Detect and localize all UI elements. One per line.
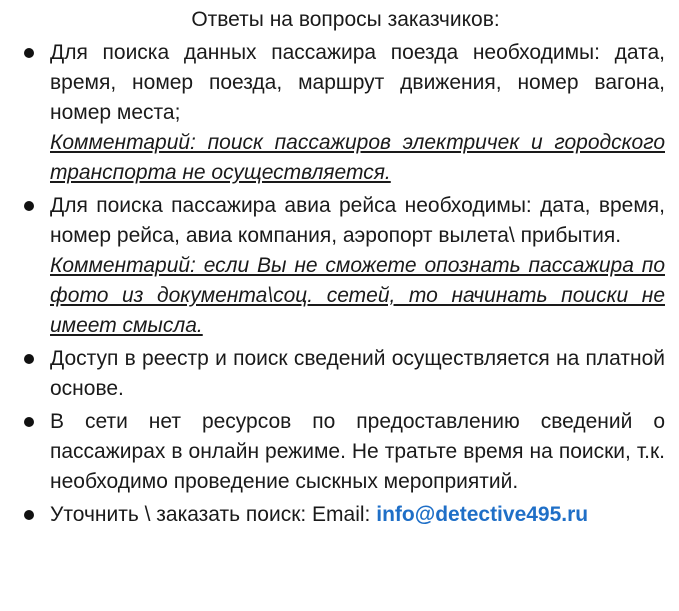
item-text: Для поиска пассажира авиа рейса необходимы: дата, время, номер рейса, авиа компания, аэропорт вылета\ прибытия. [50, 194, 665, 247]
list-item-registry [0, 344, 679, 404]
bullet-icon [24, 48, 34, 58]
item-text: В сети нет ресурсов по предоставлению сведений о пассажирах в онлайн режиме. Не тратьте время на поиски, т.к. необходимо проведение сыскных мероприятий. [50, 410, 665, 493]
item-comment: Комментарий: поиск пассажиров электричек и городского транспорта не осуществляется. [50, 131, 665, 184]
bullet-icon [24, 201, 34, 211]
bullet-icon [24, 354, 34, 364]
list-item-online [0, 407, 679, 497]
page-title: Ответы на вопросы заказчиков: [191, 8, 500, 31]
bullet-icon [24, 510, 34, 520]
item-text: Уточнить \ заказать поиск: Email: [50, 503, 371, 526]
list-item-flight [0, 191, 679, 341]
item-comment: Комментарий: если Вы не сможете опознать пассажира по фото из документа\соц. сетей, то начинать поиски не имеет смысла. [50, 254, 665, 337]
list-item-train [0, 38, 679, 188]
item-text: Доступ в реестр и поиск сведений осуществляется на платной основе. [50, 347, 665, 400]
bullet-icon [24, 417, 34, 427]
item-text: Для поиска данных пассажира поезда необходимы: дата, время, номер поезда, маршрут движения, номер вагона, номер места; [50, 41, 665, 124]
list-item-contact [0, 500, 679, 530]
email-link[interactable]: info@detective495.ru [376, 503, 589, 526]
answers-list [0, 38, 679, 530]
